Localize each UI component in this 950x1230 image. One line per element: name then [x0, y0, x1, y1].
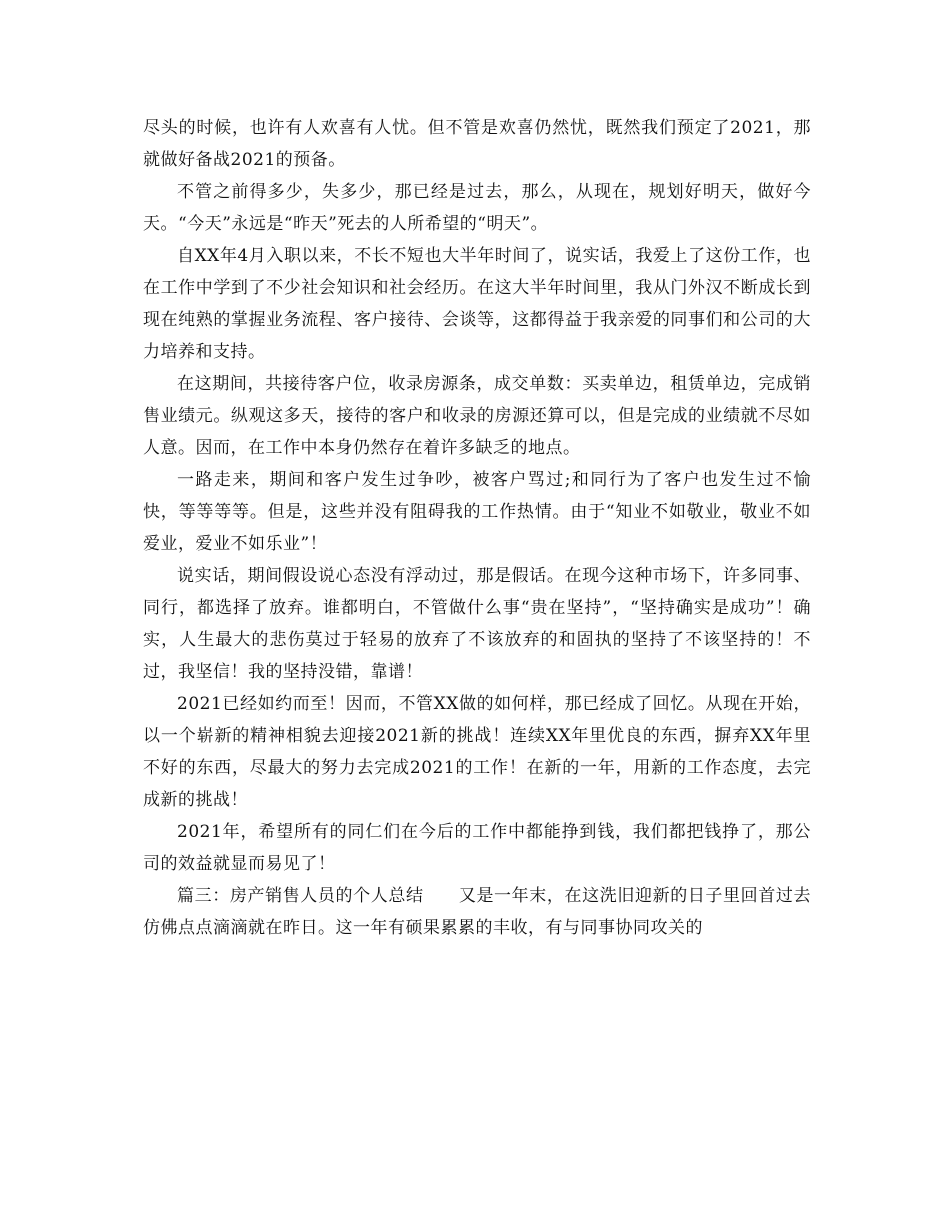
paragraph-8: 2021年，希望所有的同仁们在今后的工作中都能挣到钱，我们都把钱挣了，那公司的效益就显而易见了！: [143, 822, 811, 874]
paragraph-7: 2021已经如约而至！因而，不管XX做的如何样，那已经成了回忆。从现在开始，以一个崭新的精神相貌去迎接2021新的挑战！连续XX年里优良的东西，摒弃XX年里不好的东西，尽最大的努力去完成2021的工作！在新的一年，用新的工作态度，去完成新的挑战！: [143, 694, 811, 810]
paragraph-9: 篇三：房产销售人员的个人总结 又是一年末，在这洗旧迎新的日子里回首过去仿佛点点滴滴就在昨日。这一年有硕果累累的丰收，有与同事协同攻关的: [143, 886, 811, 938]
paragraph-4: 在这期间，共接待客户位，收录房源条，成交单数：买卖单边，租赁单边，完成销售业绩元。纵观这多天，接待的客户和收录的房源还算可以，但是完成的业绩就不尽如人意。因而，在工作中本身仍然存在着许多缺乏的地点。: [143, 374, 811, 458]
paragraph-1: 尽头的时候，也许有人欢喜有人忧。但不管是欢喜仍然忧，既然我们预定了2021，那就做好备战2021的预备。: [143, 118, 811, 170]
paragraph-2: 不管之前得多少，失多少，那已经是过去，那么，从现在，规划好明天，做好今天。“今天”永远是“昨天”死去的人所希望的“明天”。: [143, 182, 811, 234]
document-body: [143, 112, 811, 944]
paragraph-5: 一路走来，期间和客户发生过争吵，被客户骂过;和同行为了客户也发生过不愉快，等等等等。但是，这些并没有阻碍我的工作热情。由于“知业不如敬业，敬业不如爱业，爱业不如乐业”！: [143, 470, 811, 554]
paragraph-3: 自XX年4月入职以来，不长不短也大半年时间了，说实话，我爱上了这份工作，也在工作中学到了不少社会知识和社会经历。在这大半年时间里，我从门外汉不断成长到现在纯熟的掌握业务流程、客户接待、会谈等，这都得益于我亲爱的同事们和公司的大力培养和支持。: [143, 246, 811, 362]
paragraph-6: 说实话，期间假设说心态没有浮动过，那是假话。在现今这种市场下，许多同事、同行，都选择了放弃。谁都明白，不管做什么事“贵在坚持”，“坚持确实是成功”！确实，人生最大的悲伤莫过于轻易的放弃了不该放弃的和固执的坚持了不该坚持的！不过，我坚信！我的坚持没错，靠谱！: [143, 566, 811, 682]
